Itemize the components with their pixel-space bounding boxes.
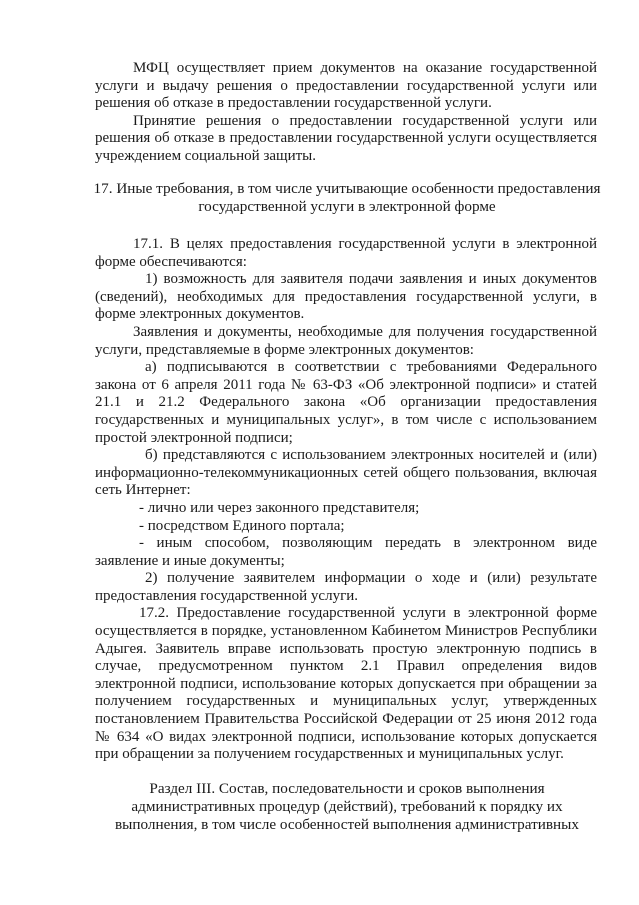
section-17-heading-line2: государственной услуги в электронной форме [198, 198, 496, 215]
intro-paragraphs [95, 60, 597, 166]
section-3-heading [85, 780, 609, 834]
dash-item-personally: - лично или через законного представителя; [139, 499, 420, 516]
electronic-documents-paragraph: Заявления и документы, необходимые для получения государственной услуги, представляемые в форме электронных документов: [95, 323, 597, 358]
clause-17-1-item1: 1) возможность для заявителя подачи заявления и иных документов (сведений), необходимых для предоставления государственной услуги, в форме электронных документов. [95, 271, 597, 323]
clause-17-1-item2: 2) получение заявителем информации о ходе и (или) результате предоставления государственной услуги. [95, 570, 597, 604]
section-3-heading-line1: Раздел III. Состав, последовательности и сроков выполнения [149, 780, 545, 797]
clause-17-2: 17.2. Предоставление государственной услуги в электронной форме осуществляется в порядке, установленном Кабинетом Министров Республики Адыгея. Заявитель вправе использовать простую электронную подпись в случае, предусмотренном пунктом 2.1 Правил определения видов электронной подписи, использование которых допускается при обращении за получением государственных и муниципальных услуг, утвержденных постановлением Правительства Российской Федерации от 25 июня 2012 года № 634 «О видах электронной подписи, использование которых допускается при обращении за получением государственных и муниципальных услуг. [95, 605, 597, 763]
section-3-heading-line2: административных процедур (действий), требований к порядку их [131, 798, 563, 815]
decision-paragraph: Принятие решения о предоставлении государственной услуги или решения об отказе в предоставлении государственной услуги осуществляется учреждением социальной защиты. [95, 112, 597, 164]
section-17-heading-line1: 17. Иные требования, в том числе учитывающие особенности предоставления [93, 180, 601, 197]
dash-item-other: - иным способом, позволяющим передать в электронном виде заявление и иные документы; [95, 535, 597, 569]
dash-item-portal: - посредством Единого портала; [139, 517, 345, 534]
clause-item-a: а) подписываются в соответствии с требованиями Федерального закона от 6 апреля 2011 года № 63-ФЗ «Об электронной подписи» и статей 21.1 и 21.2 Федерального закона «Об организации предоставления государственных и муниципальных услуг», в том числе с использованием простой электронной подписи; [95, 359, 597, 446]
clause-item-b: б) представляются с использованием электронных носителей и (или) информационно-телекоммуникационных сетей общего пользования, включая сеть Интернет: [95, 447, 597, 499]
mfc-paragraph: МФЦ осуществляет прием документов на оказание государственной услуги и выдачу решения о предоставлении государственной услуги или решения об отказе в предоставлении государственной услуги. [95, 60, 597, 112]
section-17-heading [85, 180, 609, 216]
clause-17-1: 17.1. В целях предоставления государственной услуги в электронной форме обеспечиваются: [95, 236, 597, 270]
section-3-heading-line3: выполнения, в том числе особенностей выполнения административных [115, 816, 579, 833]
section-17-body [95, 236, 597, 764]
